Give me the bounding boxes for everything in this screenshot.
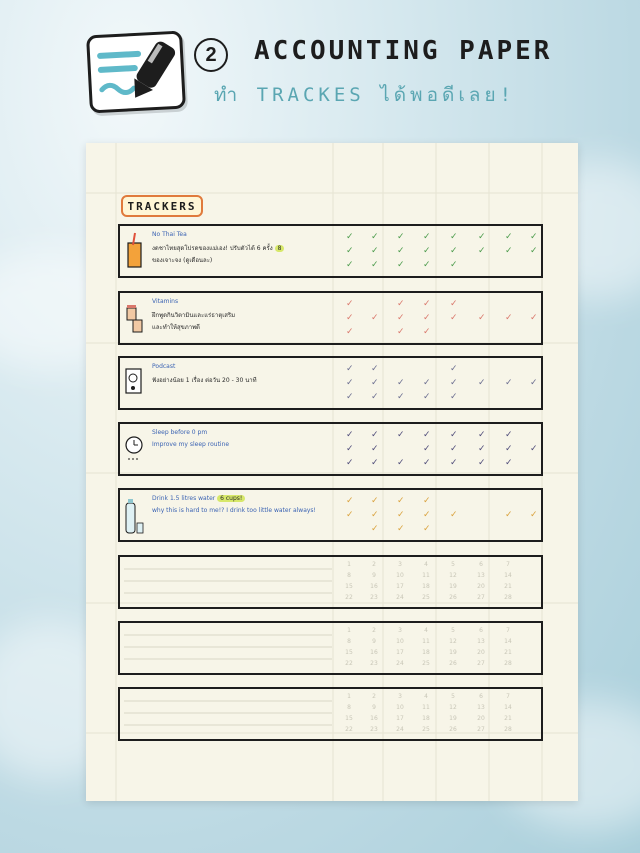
check-mark: ✓: [397, 496, 405, 506]
day-number: 13: [477, 704, 485, 711]
check-mark: ✓: [346, 260, 354, 270]
check-mark: ✓: [450, 232, 458, 242]
check-mark: ✓: [478, 378, 486, 388]
vitamin-bottle-icon: [123, 298, 145, 338]
day-number: 24: [396, 660, 404, 667]
day-number: 25: [422, 660, 430, 667]
tracker-line: why this is hard to me!? I drink too little water always!: [152, 507, 316, 514]
day-number: 1: [347, 693, 351, 700]
tracker-block: [118, 356, 543, 410]
check-mark: ✓: [346, 430, 354, 440]
check-mark: ✓: [505, 430, 513, 440]
day-number: 4: [424, 693, 428, 700]
check-mark: ✓: [505, 378, 513, 388]
day-number: 15: [345, 649, 353, 656]
day-number: 7: [506, 627, 510, 634]
day-number: 7: [506, 561, 510, 568]
check-mark: ✓: [346, 327, 354, 337]
day-number: 27: [477, 660, 485, 667]
day-number: 2: [372, 561, 376, 568]
day-number: 18: [422, 583, 430, 590]
page-subtitle: ทำ TRACKES ได้พอดีเลย!: [214, 84, 516, 106]
check-mark: ✓: [423, 510, 431, 520]
check-mark: ✓: [397, 246, 405, 256]
check-mark: ✓: [346, 232, 354, 242]
tracker-line: Podcast: [152, 363, 176, 370]
day-number: 21: [504, 649, 512, 656]
day-number: 14: [504, 572, 512, 579]
day-number: 5: [451, 627, 455, 634]
day-number: 11: [422, 638, 430, 645]
check-mark: ✓: [397, 458, 405, 468]
check-mark: ✓: [371, 392, 379, 402]
day-number: 9: [372, 704, 376, 711]
podcast-icon: [123, 363, 145, 403]
tracker-line: และทำให้สุขภาพดี: [152, 324, 200, 331]
check-mark: ✓: [505, 313, 513, 323]
check-mark: ✓: [423, 299, 431, 309]
day-number: 22: [345, 594, 353, 601]
day-number: 5: [451, 693, 455, 700]
check-mark: ✓: [450, 430, 458, 440]
check-mark: ✓: [530, 246, 538, 256]
check-mark: ✓: [423, 524, 431, 534]
check-mark: ✓: [423, 313, 431, 323]
tracker-block: [118, 422, 543, 476]
check-mark: ✓: [423, 260, 431, 270]
check-mark: ✓: [371, 458, 379, 468]
day-number: 21: [504, 583, 512, 590]
day-number: 25: [422, 726, 430, 733]
water-bottle-icon: [123, 495, 145, 535]
day-number: 15: [345, 715, 353, 722]
clock-icon: [123, 429, 145, 469]
day-number: 10: [396, 638, 404, 645]
day-number: 26: [449, 726, 457, 733]
tracker-line: งดชาไทยสุดโปรดของแม่เอง! ปรับตัวได้ 6 ครั้ง 8: [152, 243, 284, 253]
day-number: 14: [504, 638, 512, 645]
check-mark: ✓: [450, 299, 458, 309]
day-number: 24: [396, 726, 404, 733]
check-mark: ✓: [371, 524, 379, 534]
check-mark: ✓: [371, 246, 379, 256]
check-mark: ✓: [530, 313, 538, 323]
check-mark: ✓: [478, 458, 486, 468]
check-mark: ✓: [478, 313, 486, 323]
check-mark: ✓: [505, 246, 513, 256]
check-mark: ✓: [371, 364, 379, 374]
day-number: 9: [372, 638, 376, 645]
check-mark: ✓: [346, 496, 354, 506]
check-mark: ✓: [371, 510, 379, 520]
check-mark: ✓: [423, 458, 431, 468]
day-number: 23: [370, 726, 378, 733]
empty-tracker-block: [118, 687, 543, 741]
day-number: 24: [396, 594, 404, 601]
check-mark: ✓: [371, 378, 379, 388]
day-number: 3: [398, 693, 402, 700]
check-mark: ✓: [478, 246, 486, 256]
day-number: 20: [477, 649, 485, 656]
day-number: 28: [504, 660, 512, 667]
day-number: 13: [477, 572, 485, 579]
day-number: 22: [345, 660, 353, 667]
check-mark: ✓: [450, 260, 458, 270]
check-mark: ✓: [478, 232, 486, 242]
check-mark: ✓: [423, 444, 431, 454]
day-number: 17: [396, 649, 404, 656]
check-mark: ✓: [371, 260, 379, 270]
day-number: 14: [504, 704, 512, 711]
day-number: 28: [504, 594, 512, 601]
check-mark: ✓: [423, 246, 431, 256]
tracker-line: Vitamins: [152, 298, 179, 305]
check-mark: ✓: [397, 313, 405, 323]
day-number: 18: [422, 715, 430, 722]
day-number: 10: [396, 704, 404, 711]
highlight-pill: 6 cups!: [217, 495, 245, 502]
day-number: 4: [424, 627, 428, 634]
check-mark: ✓: [397, 327, 405, 337]
day-number: 8: [347, 638, 351, 645]
check-mark: ✓: [346, 458, 354, 468]
check-mark: ✓: [450, 364, 458, 374]
tracker-block: [118, 224, 543, 278]
check-mark: ✓: [371, 444, 379, 454]
day-number: 8: [347, 572, 351, 579]
check-mark: ✓: [505, 232, 513, 242]
day-number: 26: [449, 660, 457, 667]
orange-juice-icon: [123, 231, 145, 271]
day-number: 3: [398, 627, 402, 634]
day-number: 20: [477, 715, 485, 722]
check-mark: ✓: [371, 232, 379, 242]
day-number: 5: [451, 561, 455, 568]
empty-tracker-block: [118, 555, 543, 609]
day-number: 2: [372, 693, 376, 700]
header: [0, 0, 640, 140]
check-mark: ✓: [530, 510, 538, 520]
check-mark: ✓: [397, 378, 405, 388]
day-number: 7: [506, 693, 510, 700]
check-mark: ✓: [450, 444, 458, 454]
day-number: 16: [370, 649, 378, 656]
check-mark: ✓: [450, 392, 458, 402]
tracker-line: ฝึกพูดกินวิตามินและแร่ธาตุเสริม: [152, 312, 236, 319]
day-number: 19: [449, 649, 457, 656]
check-mark: ✓: [423, 378, 431, 388]
check-mark: ✓: [423, 392, 431, 402]
day-number: 11: [422, 572, 430, 579]
check-mark: ✓: [423, 327, 431, 337]
day-number: 12: [449, 638, 457, 645]
tracker-line: No Thai Tea: [152, 231, 187, 238]
check-mark: ✓: [505, 458, 513, 468]
day-number: 16: [370, 715, 378, 722]
check-mark: ✓: [478, 444, 486, 454]
check-mark: ✓: [346, 299, 354, 309]
check-mark: ✓: [346, 246, 354, 256]
tracker-line: Improve my sleep routine: [152, 441, 230, 448]
check-mark: ✓: [397, 232, 405, 242]
check-mark: ✓: [450, 458, 458, 468]
day-number: 1: [347, 627, 351, 634]
day-number: 9: [372, 572, 376, 579]
check-mark: ✓: [346, 378, 354, 388]
check-mark: ✓: [371, 313, 379, 323]
day-number: 4: [424, 561, 428, 568]
check-mark: ✓: [346, 510, 354, 520]
day-number: 12: [449, 704, 457, 711]
check-mark: ✓: [346, 444, 354, 454]
day-number: 23: [370, 660, 378, 667]
day-number: 13: [477, 638, 485, 645]
tracker-block: [118, 291, 543, 345]
empty-tracker-block: [118, 621, 543, 675]
day-number: 27: [477, 726, 485, 733]
day-number: 3: [398, 561, 402, 568]
check-mark: ✓: [371, 496, 379, 506]
check-mark: ✓: [450, 246, 458, 256]
day-number: 22: [345, 726, 353, 733]
day-number: 20: [477, 583, 485, 590]
pen-paper-logo-icon: [86, 31, 186, 114]
day-number: 1: [347, 561, 351, 568]
day-number: 15: [345, 583, 353, 590]
day-number: 8: [347, 704, 351, 711]
check-mark: ✓: [397, 430, 405, 440]
day-number: 17: [396, 715, 404, 722]
check-mark: ✓: [346, 313, 354, 323]
check-mark: ✓: [530, 444, 538, 454]
day-number: 23: [370, 594, 378, 601]
check-mark: ✓: [478, 430, 486, 440]
day-number: 21: [504, 715, 512, 722]
tracker-line: ฟังอย่างน้อย 1 เรื่อง ต่อวัน 20 - 30 นาที: [152, 377, 257, 384]
check-mark: ✓: [450, 510, 458, 520]
day-number: 6: [479, 693, 483, 700]
page-title: ACCOUNTING PAPER: [254, 36, 553, 66]
check-mark: ✓: [450, 378, 458, 388]
check-mark: ✓: [450, 313, 458, 323]
check-mark: ✓: [423, 232, 431, 242]
check-mark: ✓: [423, 430, 431, 440]
check-mark: ✓: [397, 392, 405, 402]
day-number: 25: [422, 594, 430, 601]
highlight-pill: 8: [275, 245, 285, 252]
day-number: 28: [504, 726, 512, 733]
day-number: 19: [449, 583, 457, 590]
check-mark: ✓: [505, 510, 513, 520]
check-mark: ✓: [346, 392, 354, 402]
day-number: 2: [372, 627, 376, 634]
step-number: 2: [194, 38, 228, 72]
tracker-line: Drink 1.5 litres water 6 cups!: [152, 495, 245, 502]
check-mark: ✓: [423, 496, 431, 506]
tracker-block: [118, 488, 543, 542]
check-mark: ✓: [397, 524, 405, 534]
check-mark: ✓: [397, 299, 405, 309]
day-number: 26: [449, 594, 457, 601]
check-mark: ✓: [346, 364, 354, 374]
day-number: 19: [449, 715, 457, 722]
day-number: 11: [422, 704, 430, 711]
check-mark: ✓: [505, 444, 513, 454]
check-mark: ✓: [397, 510, 405, 520]
day-number: 27: [477, 594, 485, 601]
day-number: 6: [479, 561, 483, 568]
day-number: 17: [396, 583, 404, 590]
day-number: 6: [479, 627, 483, 634]
check-mark: ✓: [397, 260, 405, 270]
trackers-label: TRACKERS: [121, 195, 203, 217]
check-mark: ✓: [371, 430, 379, 440]
day-number: 16: [370, 583, 378, 590]
day-number: 18: [422, 649, 430, 656]
day-number: 12: [449, 572, 457, 579]
tracker-line: Sleep before 0 pm: [152, 429, 208, 436]
tracker-line: ของเจาะจง (ดูเดือนละ): [152, 257, 213, 264]
check-mark: ✓: [530, 232, 538, 242]
day-number: 10: [396, 572, 404, 579]
check-mark: ✓: [530, 378, 538, 388]
